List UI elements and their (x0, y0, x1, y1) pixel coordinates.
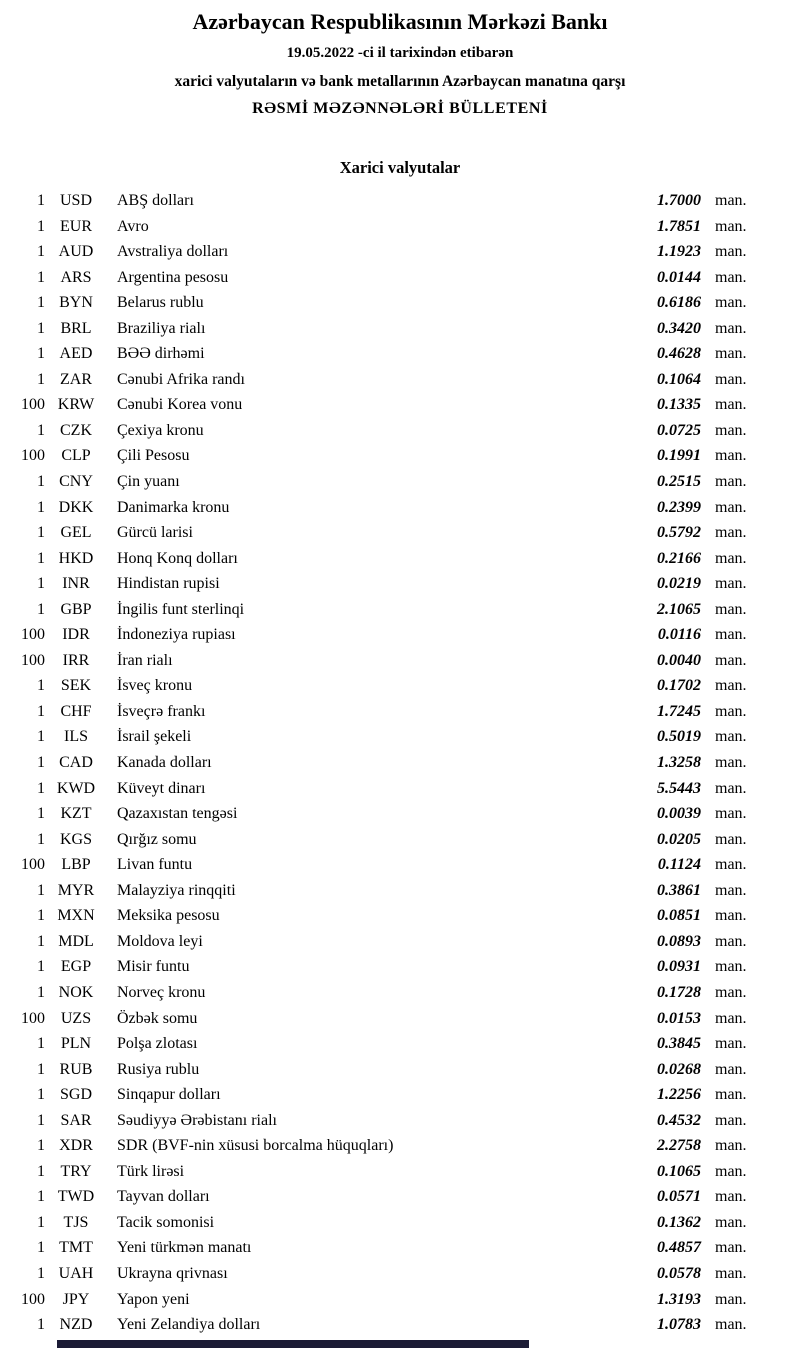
rate-value: 0.0153 (657, 1009, 701, 1027)
currency-code: AUD (58, 243, 94, 261)
currency-code: LBP (61, 856, 91, 874)
currency-code: MDL (58, 932, 94, 950)
rate-value: 0.4857 (657, 1239, 701, 1257)
unit-label: man. (715, 754, 747, 772)
qty-cell: 1 (37, 575, 45, 593)
rate-value: 0.0219 (657, 575, 701, 593)
currency-name: Çexiya kronu (117, 421, 204, 439)
currency-code: XDR (59, 1137, 93, 1155)
rate-row (0, 827, 800, 853)
rate-value: 0.0725 (657, 421, 701, 439)
currency-name: Ukrayna qrivnası (117, 1264, 228, 1282)
unit-label: man. (715, 1213, 747, 1231)
currency-code: KZT (60, 805, 92, 823)
qty-cell: 1 (37, 881, 45, 899)
currency-code: CAD (59, 754, 93, 772)
unit-label: man. (715, 319, 747, 337)
rate-value: 1.7245 (657, 702, 701, 720)
unit-label: man. (715, 1086, 747, 1104)
rate-row (0, 495, 800, 521)
rate-value: 1.7851 (657, 217, 701, 235)
unit-label: man. (715, 1060, 747, 1078)
qty-cell: 1 (37, 1239, 45, 1257)
currency-name: İsveç kronu (117, 677, 193, 695)
currency-code: TRY (60, 1162, 92, 1180)
rate-value: 0.0931 (657, 958, 701, 976)
rate-value: 0.2515 (657, 473, 701, 491)
currency-code: NZD (59, 1316, 93, 1334)
qty-cell: 1 (37, 805, 45, 823)
currency-name: Küveyt dinarı (117, 779, 206, 797)
rate-value: 5.5443 (657, 779, 701, 797)
unit-label: man. (715, 1290, 747, 1308)
qty-cell: 1 (37, 754, 45, 772)
rate-row (0, 673, 800, 699)
unit-label: man. (715, 345, 747, 363)
qty-cell: 1 (37, 370, 45, 388)
rate-row (0, 724, 800, 750)
currency-name: Çin yuanı (117, 473, 180, 491)
qty-cell: 1 (37, 217, 45, 235)
rate-value: 0.0851 (657, 907, 701, 925)
rate-value: 0.0039 (657, 805, 701, 823)
unit-label: man. (715, 1035, 747, 1053)
currency-name: İran rialı (117, 651, 173, 669)
qty-cell: 1 (37, 421, 45, 439)
rate-row (0, 214, 800, 240)
currency-code: ZAR (60, 370, 92, 388)
currency-code: CLP (61, 447, 91, 465)
rate-row (0, 622, 800, 648)
unit-label: man. (715, 626, 747, 644)
rate-row (0, 903, 800, 929)
rate-row (0, 1210, 800, 1236)
rate-value: 0.2166 (657, 549, 701, 567)
unit-label: man. (715, 370, 747, 388)
rate-value: 1.1923 (657, 243, 701, 261)
currency-name: Avro (117, 217, 149, 235)
rate-value: 0.2399 (657, 498, 701, 516)
currency-name: Rusiya rublu (117, 1060, 200, 1078)
unit-label: man. (715, 830, 747, 848)
rate-row (0, 418, 800, 444)
rate-value: 2.1065 (657, 600, 701, 618)
qty-cell: 1 (37, 294, 45, 312)
unit-label: man. (715, 856, 747, 874)
rate-row (0, 597, 800, 623)
rate-row (0, 750, 800, 776)
currency-code: MYR (57, 881, 95, 899)
rate-row (0, 1108, 800, 1134)
unit-label: man. (715, 473, 747, 491)
currency-code: ARS (60, 268, 92, 286)
unit-label: man. (715, 421, 747, 439)
currency-code: UZS (60, 1009, 92, 1027)
currency-name: Gürcü larisi (117, 524, 193, 542)
qty-cell: 1 (37, 243, 45, 261)
section-title-foreign-currencies: Xarici valyutalar (339, 158, 461, 177)
rate-row (0, 546, 800, 572)
unit-label: man. (715, 881, 747, 899)
qty-cell: 1 (37, 1035, 45, 1053)
unit-label: man. (715, 702, 747, 720)
rate-value: 2.2758 (657, 1137, 701, 1155)
currency-name: Tacik somonisi (117, 1213, 215, 1231)
rate-value: 0.1991 (657, 447, 701, 465)
rate-row (0, 776, 800, 802)
currency-code: UAH (58, 1264, 94, 1282)
rate-row (0, 648, 800, 674)
rate-row (0, 1006, 800, 1032)
currency-name: Cənubi Afrika randı (117, 370, 245, 388)
qty-cell: 1 (37, 1316, 45, 1334)
currency-code: CZK (60, 421, 92, 439)
rate-value: 0.0040 (657, 651, 701, 669)
currency-code: NOK (58, 983, 94, 1001)
currency-name: SDR (BVF-nin xüsusi borcalma hüquqları) (117, 1137, 394, 1155)
unit-label: man. (715, 524, 747, 542)
currency-name: Tayvan dolları (117, 1188, 210, 1206)
currency-code: KGS (59, 830, 92, 848)
qty-cell: 1 (37, 1213, 45, 1231)
currency-code: PLN (60, 1035, 92, 1053)
unit-label: man. (715, 600, 747, 618)
currency-name: Avstraliya dolları (117, 243, 229, 261)
rate-row (0, 878, 800, 904)
qty-cell: 1 (37, 1060, 45, 1078)
bulletin-header (0, 0, 800, 118)
currency-name: Qazaxıstan tengəsi (117, 805, 238, 823)
qty-cell: 1 (37, 1086, 45, 1104)
rate-row (0, 1159, 800, 1185)
currency-code: TMT (59, 1239, 93, 1257)
currency-name: Moldova leyi (117, 932, 203, 950)
currency-code: HKD (58, 549, 94, 567)
rate-value: 0.1728 (657, 983, 701, 1001)
rate-row (0, 316, 800, 342)
rate-value: 1.3258 (657, 754, 701, 772)
currency-name: Misir funtu (117, 958, 190, 976)
currency-name: Malayziya rinqqiti (117, 881, 236, 899)
currency-code: SAR (60, 1111, 92, 1129)
qty-cell: 100 (21, 1290, 45, 1308)
qty-cell: 1 (37, 830, 45, 848)
rate-row (0, 1261, 800, 1287)
currency-name: BƏƏ dirhəmi (117, 345, 205, 363)
currency-name: Polşa zlotası (117, 1035, 198, 1053)
currency-code: RUB (59, 1060, 93, 1078)
unit-label: man. (715, 805, 747, 823)
unit-label: man. (715, 779, 747, 797)
currency-name: Yapon yeni (117, 1290, 190, 1308)
currency-code: CNY (59, 473, 93, 491)
qty-cell: 1 (37, 907, 45, 925)
rate-value: 0.3861 (657, 881, 701, 899)
currency-name: Yeni türkmən manatı (117, 1239, 252, 1257)
currency-code: DKK (58, 498, 94, 516)
unit-label: man. (715, 575, 747, 593)
qty-cell: 1 (37, 702, 45, 720)
currency-name: Türk lirəsi (117, 1162, 185, 1180)
rate-value: 1.3193 (657, 1290, 701, 1308)
unit-label: man. (715, 728, 747, 746)
qty-cell: 100 (21, 1009, 45, 1027)
rate-row (0, 1235, 800, 1261)
rate-value: 0.1362 (657, 1213, 701, 1231)
currency-code: EGP (60, 958, 92, 976)
rate-row (0, 852, 800, 878)
currency-code: SGD (59, 1086, 92, 1104)
bottom-section-bar (57, 1340, 529, 1348)
rate-row (0, 265, 800, 291)
unit-label: man. (715, 396, 747, 414)
currency-code: IRR (62, 651, 90, 669)
qty-cell: 1 (37, 524, 45, 542)
currency-code: EUR (60, 217, 92, 235)
currency-code: JPY (62, 1290, 90, 1308)
rate-row (0, 443, 800, 469)
bank-title: Azərbaycan Respublikasının Mərkəzi Bankı (192, 9, 608, 34)
rate-value: 0.0268 (657, 1060, 701, 1078)
rate-value: 0.1124 (657, 856, 701, 874)
unit-label: man. (715, 1264, 747, 1282)
qty-cell: 1 (37, 983, 45, 1001)
qty-cell: 1 (37, 1162, 45, 1180)
unit-label: man. (715, 294, 747, 312)
qty-cell: 1 (37, 192, 45, 209)
unit-label: man. (715, 549, 747, 567)
rate-value: 1.7000 (657, 192, 701, 209)
qty-cell: 1 (37, 268, 45, 286)
qty-cell: 1 (37, 549, 45, 567)
qty-cell: 1 (37, 473, 45, 491)
rate-value: 0.6186 (657, 294, 701, 312)
unit-label: man. (715, 1009, 747, 1027)
qty-cell: 100 (21, 447, 45, 465)
rate-row (0, 801, 800, 827)
unit-label: man. (715, 1162, 747, 1180)
currency-name: Səudiyyə Ərəbistanı rialı (117, 1111, 277, 1129)
rate-value: 1.0783 (657, 1316, 701, 1334)
currency-code: AED (59, 345, 93, 363)
currency-name: Norveç kronu (117, 983, 206, 1001)
currency-name: Yeni Zelandiya dolları (117, 1316, 261, 1334)
qty-cell: 1 (37, 319, 45, 337)
rate-value: 0.3845 (657, 1035, 701, 1053)
unit-label: man. (715, 1188, 747, 1206)
rate-value: 0.1335 (657, 396, 701, 414)
rate-row (0, 571, 800, 597)
qty-cell: 100 (21, 626, 45, 644)
unit-label: man. (715, 1316, 747, 1334)
unit-label: man. (715, 243, 747, 261)
rate-row (0, 1057, 800, 1083)
currency-name: Özbək somu (117, 1009, 198, 1027)
currency-name: Danimarka kronu (117, 498, 230, 516)
rates-table (0, 188, 800, 1338)
currency-name: Belarus rublu (117, 294, 204, 312)
rate-row (0, 341, 800, 367)
currency-name: Kanada dolları (117, 754, 212, 772)
currency-name: Honq Konq dolları (117, 549, 238, 567)
currency-code: BYN (59, 294, 93, 312)
rate-row (0, 1287, 800, 1313)
rate-value: 0.1065 (657, 1162, 701, 1180)
currency-code: SEK (60, 677, 92, 695)
qty-cell: 1 (37, 728, 45, 746)
qty-cell: 1 (37, 677, 45, 695)
rate-value: 0.0144 (657, 268, 701, 286)
unit-label: man. (715, 447, 747, 465)
rate-value: 0.0571 (657, 1188, 701, 1206)
rate-value: 0.0893 (657, 932, 701, 950)
currency-name: İsveçrə frankı (117, 702, 206, 720)
rate-value: 0.0205 (657, 830, 701, 848)
rate-row (0, 929, 800, 955)
rate-value: 0.0116 (657, 626, 701, 644)
currency-name: İsrail şekeli (117, 728, 192, 746)
qty-cell: 1 (37, 498, 45, 516)
rate-row (0, 1082, 800, 1108)
currency-name: Meksika pesosu (117, 907, 220, 925)
rate-row (0, 980, 800, 1006)
qty-cell: 1 (37, 958, 45, 976)
bulletin-subtitle: xarici valyutaların və bank metallarının Azərbaycan manatına qarşı (174, 73, 626, 90)
currency-name: Argentina pesosu (117, 268, 229, 286)
qty-cell: 1 (37, 1188, 45, 1206)
currency-name: Çili Pesosu (117, 447, 190, 465)
qty-cell: 1 (37, 932, 45, 950)
rate-row (0, 239, 800, 265)
currency-name: ABŞ dolları (117, 192, 194, 209)
rate-value: 0.3420 (657, 319, 701, 337)
currency-name: Hindistan rupisi (117, 575, 220, 593)
rate-value: 0.0578 (657, 1264, 701, 1282)
currency-name: İngilis funt sterlinqi (117, 600, 245, 618)
rate-row (0, 469, 800, 495)
rate-row (0, 1184, 800, 1210)
currency-name: Braziliya rialı (117, 319, 206, 337)
currency-code: USD (59, 192, 92, 209)
qty-cell: 100 (21, 651, 45, 669)
currency-name: Sinqapur dolları (117, 1086, 221, 1104)
rate-value: 0.1702 (657, 677, 701, 695)
currency-code: GEL (60, 524, 92, 542)
rate-row (0, 1133, 800, 1159)
currency-code: GBP (60, 600, 92, 618)
currency-code: TJS (63, 1213, 89, 1231)
unit-label: man. (715, 677, 747, 695)
currency-code: INR (62, 575, 90, 593)
rate-row (0, 520, 800, 546)
currency-code: ILS (64, 728, 88, 746)
currency-name: İndoneziya rupiası (117, 626, 236, 644)
rate-value: 0.5792 (657, 524, 701, 542)
unit-label: man. (715, 1137, 747, 1155)
rate-row (0, 367, 800, 393)
currency-code: KRW (57, 396, 95, 414)
currency-code: IDR (62, 626, 90, 644)
unit-label: man. (715, 932, 747, 950)
rate-row (0, 1312, 800, 1338)
qty-cell: 100 (21, 856, 45, 874)
qty-cell: 100 (21, 396, 45, 414)
qty-cell: 1 (37, 1137, 45, 1155)
currency-name: Qırğız somu (117, 830, 197, 848)
currency-code: KWD (56, 779, 96, 797)
effective-date: 19.05.2022 -ci il tarixindən etibarən (286, 45, 514, 61)
unit-label: man. (715, 651, 747, 669)
currency-code: MXN (57, 907, 95, 925)
rate-row (0, 392, 800, 418)
unit-label: man. (715, 983, 747, 1001)
rate-row (0, 699, 800, 725)
qty-cell: 1 (37, 779, 45, 797)
qty-cell: 1 (37, 1264, 45, 1282)
rate-row (0, 954, 800, 980)
qty-cell: 1 (37, 1111, 45, 1129)
unit-label: man. (715, 958, 747, 976)
rate-value: 0.4532 (657, 1111, 701, 1129)
unit-label: man. (715, 907, 747, 925)
rate-value: 0.1064 (657, 370, 701, 388)
rate-value: 0.5019 (657, 728, 701, 746)
unit-label: man. (715, 192, 747, 209)
currency-name: Cənubi Korea vonu (117, 396, 243, 414)
currency-code: BRL (60, 319, 92, 337)
unit-label: man. (715, 1111, 747, 1129)
rate-row (0, 188, 800, 214)
unit-label: man. (715, 498, 747, 516)
qty-cell: 1 (37, 600, 45, 618)
rate-value: 1.2256 (657, 1086, 701, 1104)
rate-row (0, 1031, 800, 1057)
currency-name: Livan funtu (117, 856, 193, 874)
unit-label: man. (715, 1239, 747, 1257)
bulletin-title: RƏSMİ MƏZƏNNƏLƏRİ BÜLLETENİ (252, 100, 548, 117)
unit-label: man. (715, 217, 747, 235)
unit-label: man. (715, 268, 747, 286)
currency-code: TWD (57, 1188, 95, 1206)
rate-value: 0.4628 (657, 345, 701, 363)
rate-row (0, 290, 800, 316)
currency-code: CHF (60, 702, 92, 720)
qty-cell: 1 (37, 345, 45, 363)
